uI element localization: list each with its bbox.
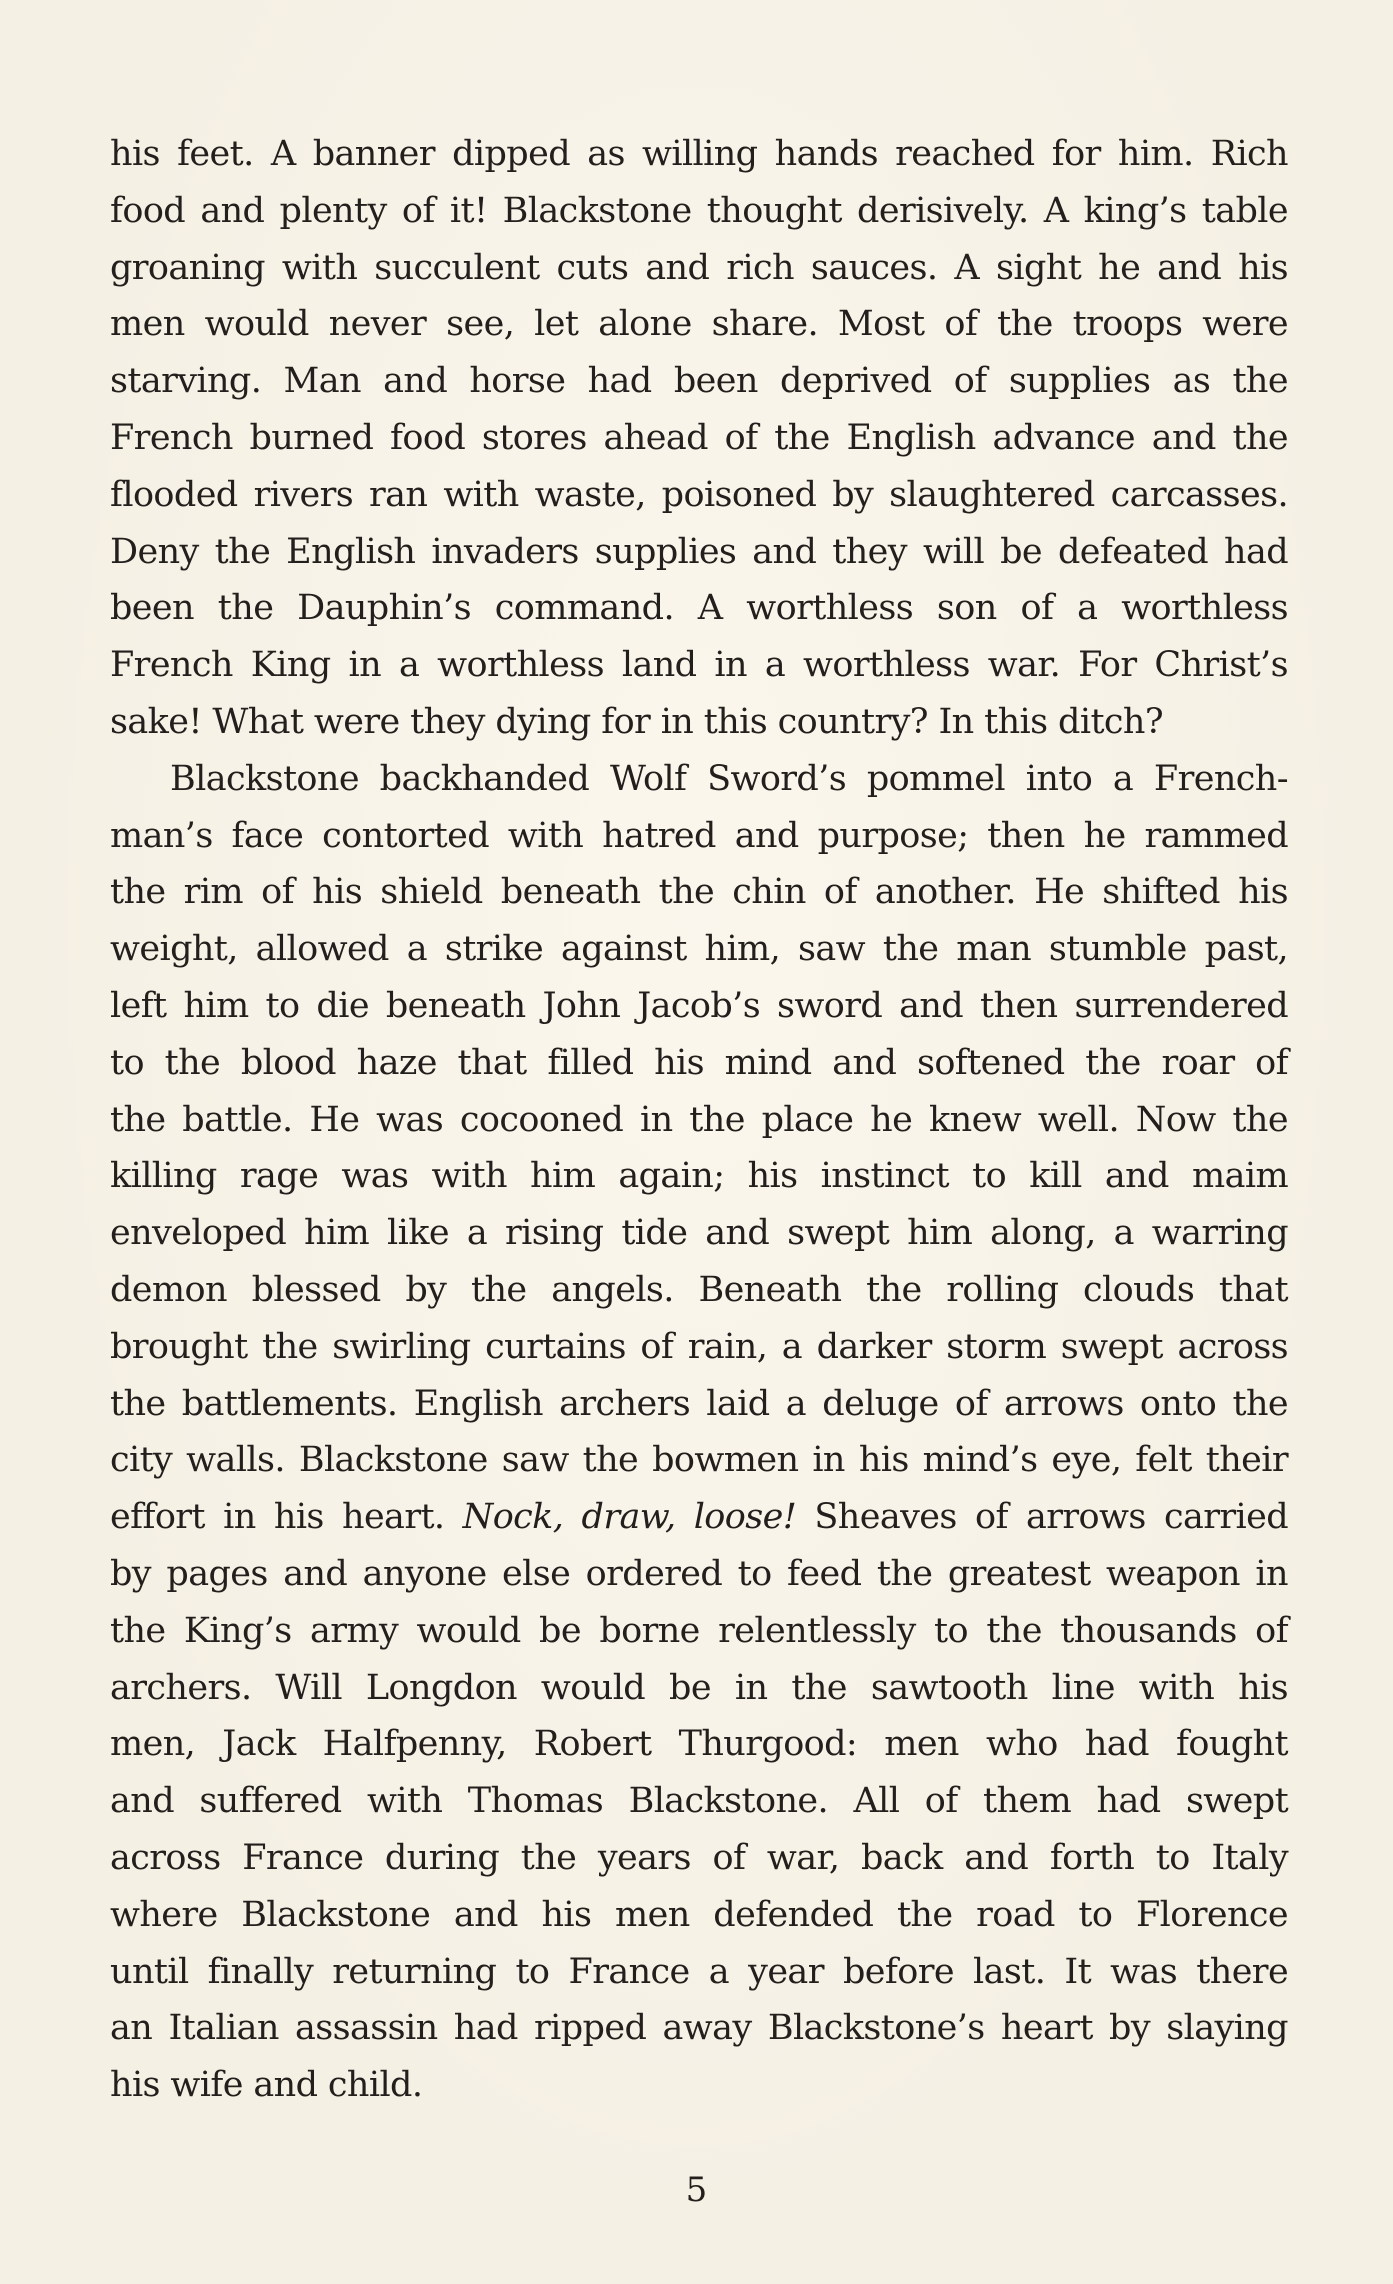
text-segment: Sheaves of arrows carried: [796, 1497, 1289, 1538]
text-line: been the Dauphin’s command. A worthless son of a worthless: [110, 588, 1288, 629]
text-line: man’s face contorted with hatred and purpose; then he rammed: [110, 815, 1288, 856]
text-line: weight, allowed a strike against him, saw the man stumble past,: [110, 929, 1289, 970]
text-line: brought the swirling curtains of rain, a darker storm swept across: [110, 1326, 1289, 1367]
text-line: sake! What were they dying for in this country? In this ditch?: [110, 701, 1164, 742]
text-line: French King in a worthless land in a worthless war. For Christ’s: [110, 645, 1288, 686]
text-line: archers. Will Longdon would be in the sawtooth line with his: [110, 1667, 1288, 1708]
text-line: men, Jack Halfpenny, Robert Thurgood: men who had fought: [110, 1724, 1288, 1765]
text-line: the rim of his shield beneath the chin of another. He shifted his: [110, 872, 1288, 913]
text-line: across France during the years of war, back and forth to Italy: [110, 1837, 1289, 1878]
body-text: [110, 126, 1288, 2114]
text-line: by pages and anyone else ordered to feed the greatest weapon in: [110, 1553, 1288, 1594]
text-line: flooded rivers ran with waste, poisoned by slaughtered carcasses.: [110, 474, 1289, 515]
text-line: city walls. Blackstone saw the bowmen in his mind’s eye, felt their: [110, 1440, 1289, 1481]
text-line: his wife and child.: [110, 2065, 423, 2106]
text-segment: effort in his heart.: [110, 1497, 463, 1538]
text-line: killing rage was with him again; his instinct to kill and maim: [110, 1156, 1289, 1197]
text-line: the battle. He was cocooned in the place he knew well. Now the: [110, 1099, 1288, 1140]
text-line: demon blessed by the angels. Beneath the rolling clouds that: [110, 1269, 1288, 1310]
text-line: Deny the English invaders supplies and they will be defeated had: [110, 531, 1289, 572]
text-line: enveloped him like a rising tide and swept him along, a warring: [110, 1213, 1289, 1254]
text-line: his feet. A banner dipped as willing hands reached for him. Rich: [110, 134, 1289, 174]
text-line: to the blood haze that filled his mind and softened the roar of: [110, 1042, 1288, 1083]
text-line: groaning with succulent cuts and rich sauces. A sight he and his: [110, 247, 1289, 288]
text-line: left him to die beneath John Jacob’s sword and then surrendered: [110, 985, 1289, 1026]
text-line: and suffered with Thomas Blackstone. All of them had swept: [110, 1781, 1289, 1822]
text-line: until finally returning to France a year before last. It was there: [110, 1951, 1289, 1992]
text-line: the King’s army would be borne relentlessly to the thousands of: [110, 1610, 1288, 1651]
text-line: French burned food stores ahead of the English advance and the: [110, 417, 1289, 458]
text-line: an Italian assassin had ripped away Blackstone’s heart by slaying: [110, 2008, 1288, 2049]
text-line: food and plenty of it! Blackstone thought derisively. A king’s table: [110, 190, 1288, 231]
text-line-with-italics: [110, 1489, 1288, 1546]
text-line: Blackstone backhanded Wolf Sword’s pommel into a French-: [170, 758, 1288, 799]
text-line: the battlements. English archers laid a deluge of arrows onto the: [110, 1383, 1289, 1424]
text-line: where Blackstone and his men defended the road to Florence: [110, 1894, 1289, 1935]
text-line: starving. Man and horse had been deprived of supplies as the: [110, 361, 1288, 402]
italic-text: Nock, draw, loose!: [462, 1497, 797, 1538]
page-number: 5: [685, 2170, 708, 2210]
text-line: men would never see, let alone share. Most of the troops were: [110, 304, 1288, 345]
